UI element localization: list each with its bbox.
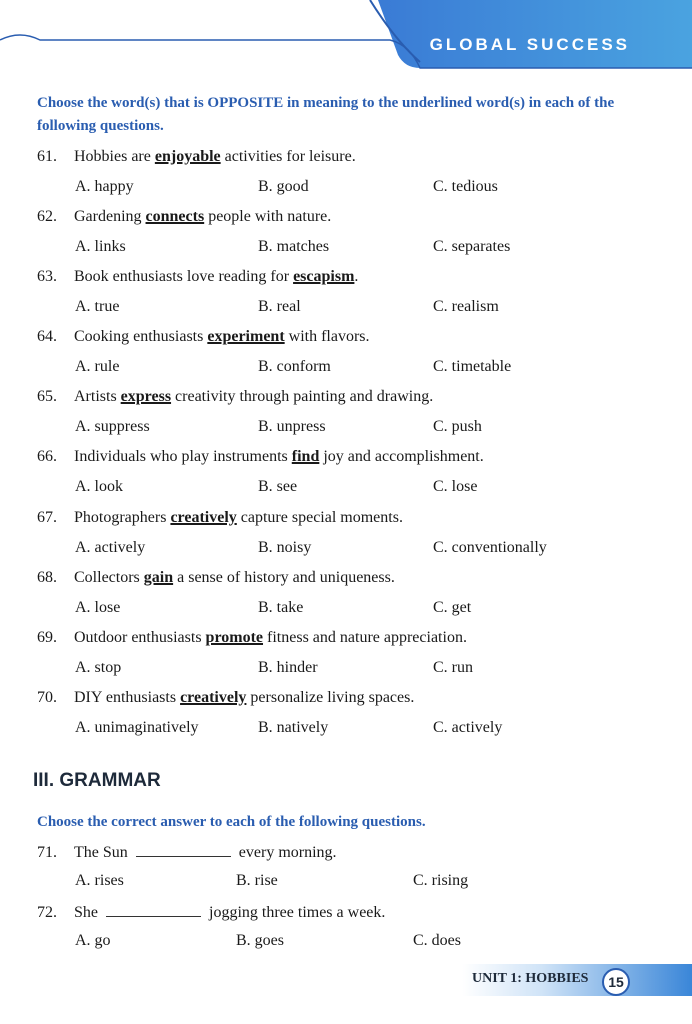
question-text: Gardening <box>74 208 146 225</box>
question-text: joy and accomplishment. <box>319 448 484 465</box>
question-text: every morning. <box>234 844 337 861</box>
option-c[interactable]: C. tedious <box>433 178 498 195</box>
question-number: 69. <box>37 629 57 646</box>
option-b[interactable]: B. noisy <box>258 539 312 556</box>
question-text: capture special moments. <box>236 509 403 526</box>
option-c[interactable]: C. timetable <box>433 358 512 375</box>
underlined-word: connects <box>145 208 205 225</box>
brand-title: GLOBAL SUCCESS <box>429 35 630 54</box>
question-text: personalize living spaces. <box>246 689 415 706</box>
answer-blank[interactable] <box>136 842 231 857</box>
question-text: Hobbies are <box>74 148 155 165</box>
option-c[interactable]: C. separates <box>433 238 511 255</box>
answer-blank[interactable] <box>106 902 201 917</box>
option-c[interactable]: C. realism <box>433 298 499 315</box>
section-title-grammar: III. GRAMMAR <box>33 770 161 791</box>
question-text: with flavors. <box>284 328 370 345</box>
option-a[interactable]: A. go <box>75 932 111 949</box>
question-text: . <box>354 268 359 285</box>
option-b[interactable]: B. take <box>258 599 304 616</box>
option-b[interactable]: B. conform <box>258 358 331 375</box>
option-a[interactable]: A. actively <box>75 539 146 556</box>
question-number: 71. <box>37 844 57 861</box>
option-b[interactable]: B. unpress <box>258 418 326 435</box>
option-c[interactable]: C. run <box>433 659 473 676</box>
option-a[interactable]: A. look <box>75 478 123 495</box>
question-text: fitness and nature appreciation. <box>263 629 467 646</box>
question-text: The Sun <box>74 844 132 861</box>
question-text: Outdoor enthusiasts <box>74 629 206 646</box>
option-a[interactable]: A. suppress <box>75 418 150 435</box>
option-c[interactable]: C. actively <box>433 719 503 736</box>
question-text: people with nature. <box>204 208 332 225</box>
question-text: Collectors <box>74 569 144 586</box>
question-number: 61. <box>37 148 57 165</box>
question-text: Cooking enthusiasts <box>74 328 208 345</box>
page-number: 15 <box>602 968 630 996</box>
option-c[interactable]: C. does <box>413 932 461 949</box>
option-a[interactable]: A. links <box>75 238 126 255</box>
option-b[interactable]: B. goes <box>236 932 284 949</box>
section2-instruction: Choose the correct answer to each of the following questions. <box>37 814 426 830</box>
question-number: 66. <box>37 448 57 465</box>
option-c[interactable]: C. conventionally <box>433 539 547 556</box>
question-text: Artists <box>74 388 121 405</box>
option-b[interactable]: B. rise <box>236 872 278 889</box>
option-b[interactable]: B. matches <box>258 238 330 255</box>
question-text: Photographers <box>74 509 171 526</box>
question-number: 70. <box>37 689 57 706</box>
underlined-word: promote <box>205 629 264 646</box>
option-a[interactable]: A. stop <box>75 659 122 676</box>
option-a[interactable]: A. rule <box>75 358 120 375</box>
question-number: 72. <box>37 904 57 921</box>
option-c[interactable]: C. get <box>433 599 472 616</box>
option-a[interactable]: A. true <box>75 298 120 315</box>
question-text: Book enthusiasts love reading for <box>74 268 294 285</box>
option-a[interactable]: A. lose <box>75 599 121 616</box>
option-b[interactable]: B. natively <box>258 719 329 736</box>
underlined-word: escapism <box>293 268 355 285</box>
option-b[interactable]: B. hinder <box>258 659 318 676</box>
question-number: 68. <box>37 569 57 586</box>
question-text: jogging three times a week. <box>205 904 386 921</box>
option-c[interactable]: C. lose <box>433 478 478 495</box>
underlined-word: find <box>291 448 320 465</box>
question-number: 67. <box>37 509 57 526</box>
question-text: She <box>74 904 102 921</box>
underlined-word: gain <box>143 569 174 586</box>
unit-label: UNIT 1: HOBBIES <box>472 971 589 986</box>
underlined-word: express <box>120 388 172 405</box>
option-c[interactable]: C. push <box>433 418 482 435</box>
question-number: 65. <box>37 388 57 405</box>
section1-instruction: Choose the word(s) that is OPPOSITE in meaning to the underlined word(s) in each of the following questions. <box>37 95 615 134</box>
underlined-word: creatively <box>170 509 237 526</box>
question-number: 62. <box>37 208 57 225</box>
option-b[interactable]: B. see <box>258 478 298 495</box>
question-text: Individuals who play instruments <box>74 448 292 465</box>
question-text: DIY enthusiasts <box>74 689 181 706</box>
question-text: activities for leisure. <box>220 148 356 165</box>
question-text: a sense of history and uniqueness. <box>173 569 395 586</box>
option-b[interactable]: B. good <box>258 178 309 195</box>
option-a[interactable]: A. rises <box>75 872 124 889</box>
option-a[interactable]: A. unimaginatively <box>75 719 199 736</box>
question-number: 64. <box>37 328 57 345</box>
underlined-word: enjoyable <box>154 148 221 165</box>
question-text: creativity through painting and drawing. <box>171 388 434 405</box>
question-number: 63. <box>37 268 57 285</box>
underlined-word: experiment <box>207 328 285 345</box>
option-a[interactable]: A. happy <box>75 178 134 195</box>
option-b[interactable]: B. real <box>258 298 301 315</box>
underlined-word: creatively <box>180 689 247 706</box>
option-c[interactable]: C. rising <box>413 872 469 889</box>
